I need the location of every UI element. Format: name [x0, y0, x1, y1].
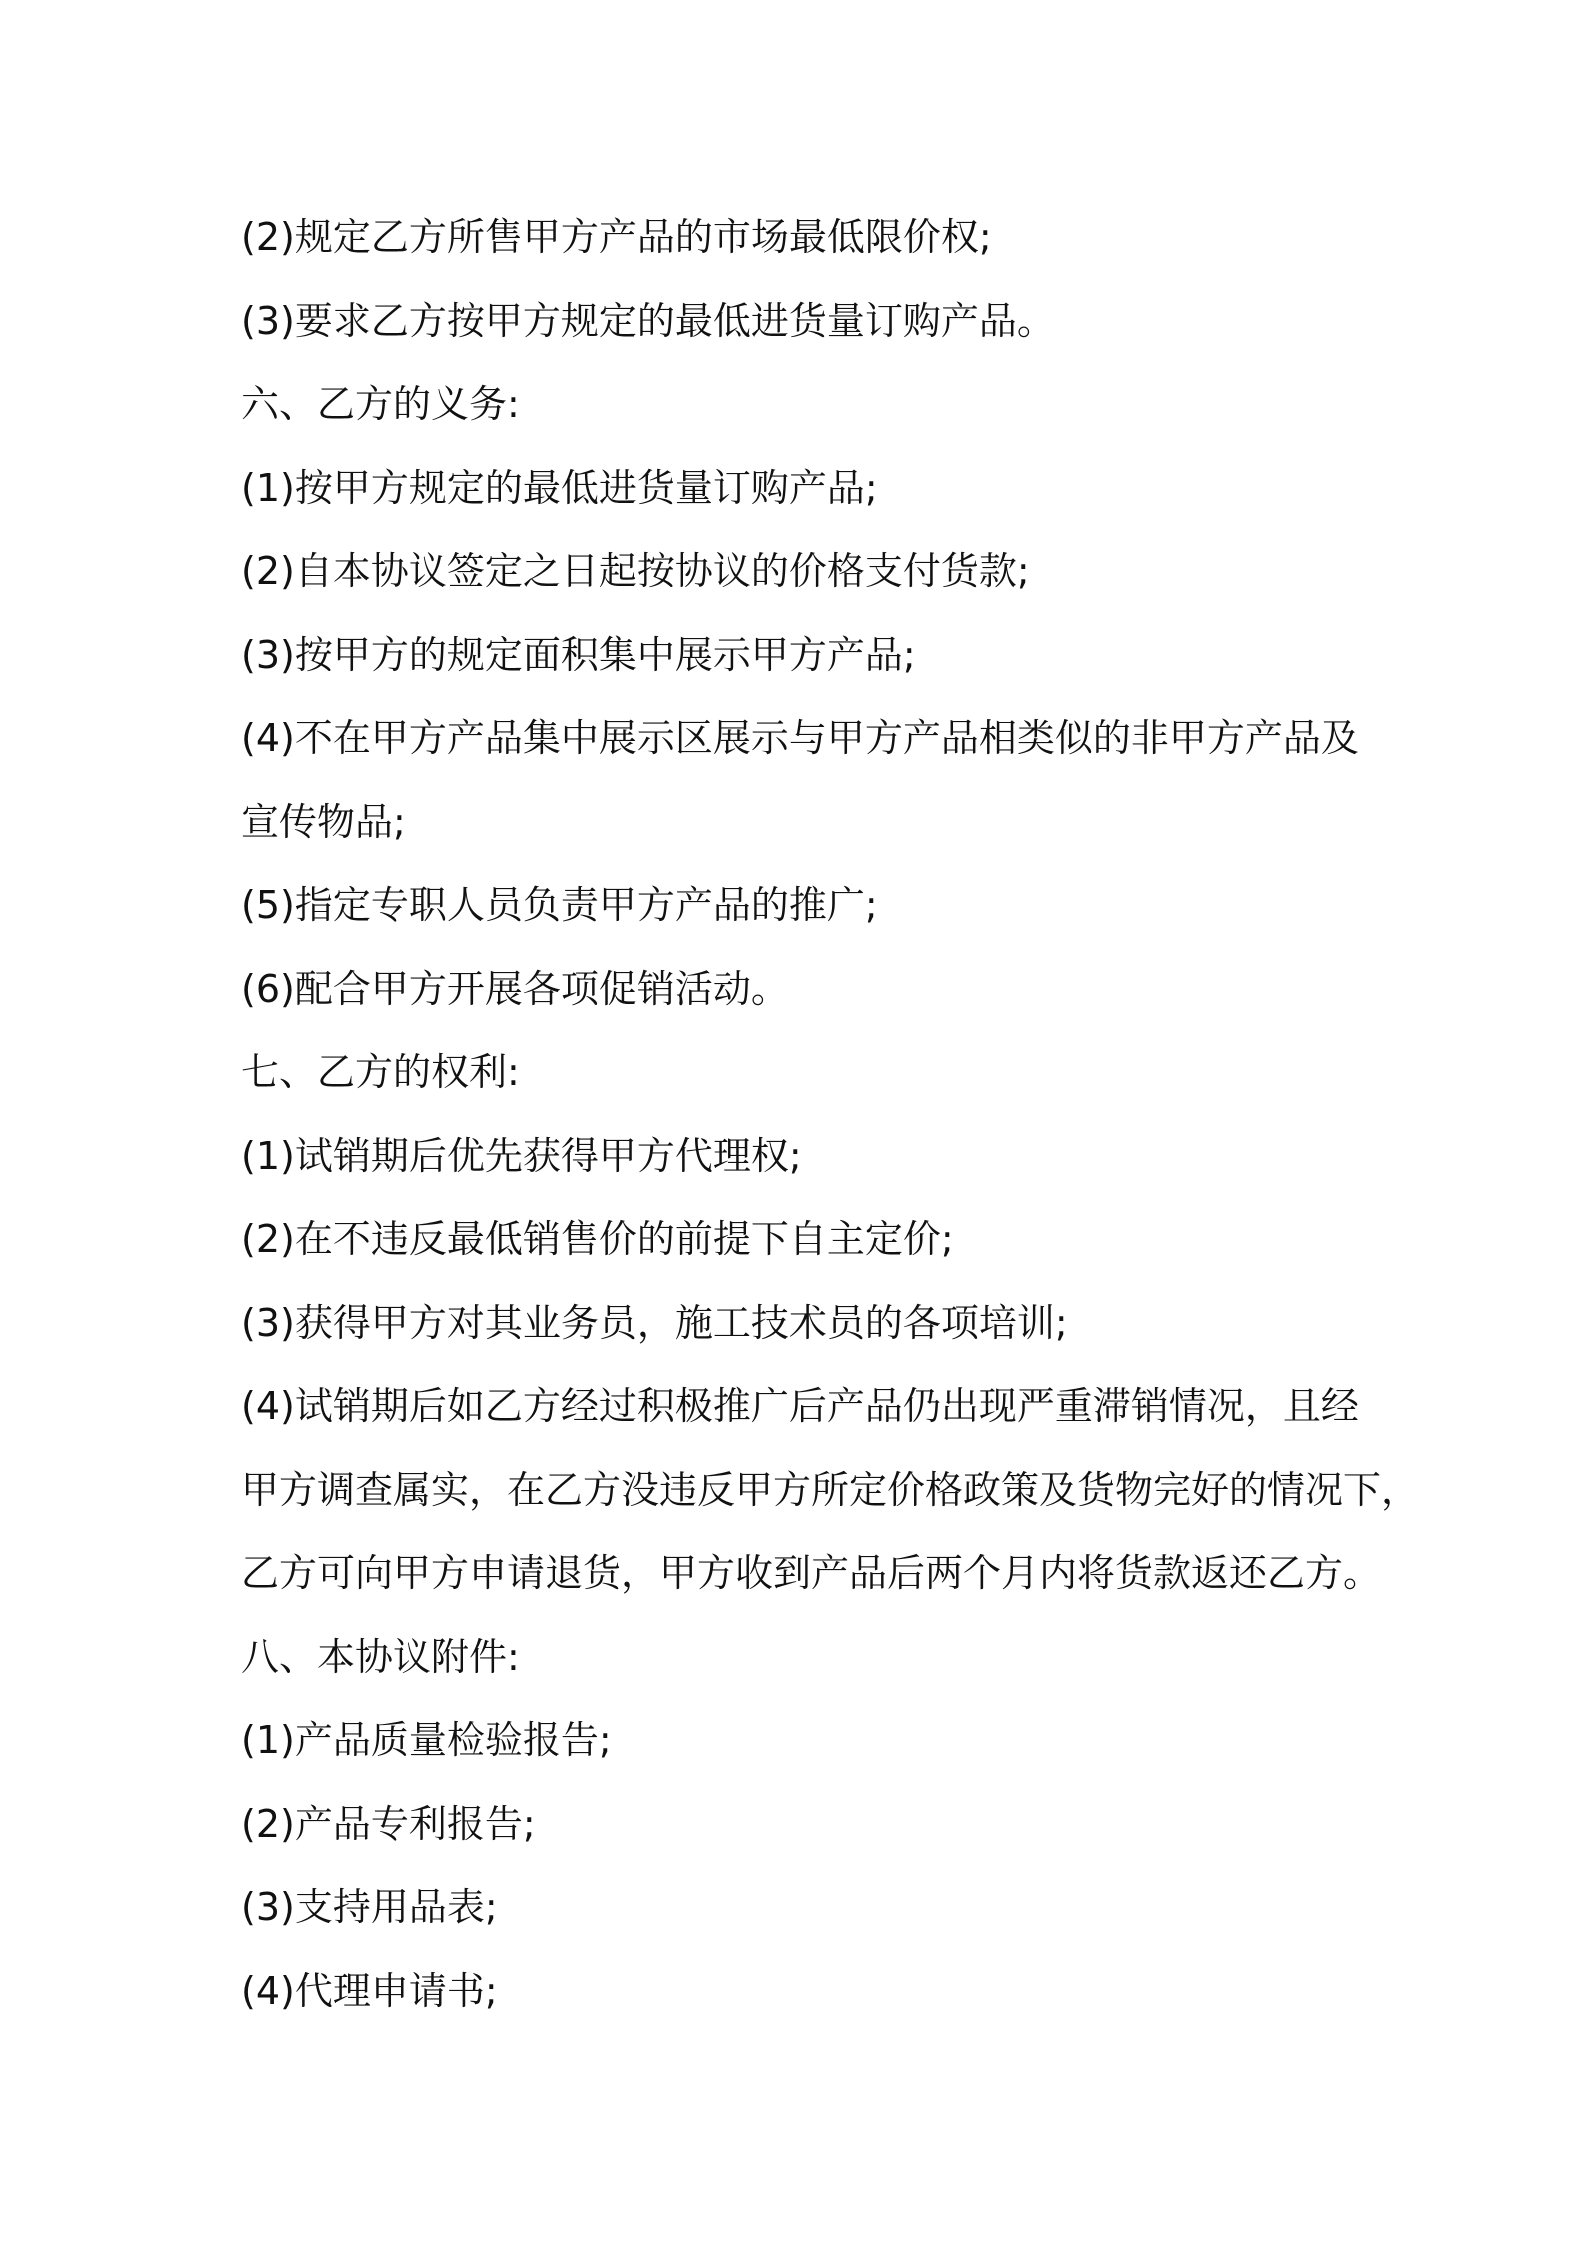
section-heading: 八、本协议附件:	[241, 1634, 520, 1679]
text-line: (4)代理申请书;	[241, 1968, 498, 2013]
document-body	[241, 196, 1420, 2033]
text-line: (3)要求乙方按甲方规定的最低进货量订购产品。	[241, 298, 1055, 343]
text-line: (3)获得甲方对其业务员，施工技术员的各项培训;	[241, 1300, 1068, 1345]
text-line: (5)指定专职人员负责甲方产品的推广;	[241, 883, 878, 927]
text-line: (3)支持用品表;	[241, 1885, 498, 1929]
section-heading: 六、乙方的义务:	[241, 382, 520, 426]
text-line: (1)产品质量检验报告;	[241, 1718, 612, 1762]
text-line: (2)在不违反最低销售价的前提下自主定价;	[241, 1217, 954, 1261]
text-line: (1)按甲方规定的最低进货量订购产品;	[241, 465, 878, 510]
text-line: (1)试销期后优先获得甲方代理权;	[241, 1133, 802, 1178]
section-heading: 七、乙方的权利:	[241, 1050, 520, 1094]
text-line: (3)按甲方的规定面积集中展示甲方产品;	[241, 632, 916, 677]
text-line: (2)自本协议签定之日起按协议的价格支付货款;	[241, 549, 1030, 593]
text-line: (2)规定乙方所售甲方产品的市场最低限价权;	[241, 215, 992, 259]
text-line: (6)配合甲方开展各项促销活动。	[241, 966, 789, 1011]
text-line: (4)试销期后如乙方经过积极推广后产品仍出现严重滞销情况，且经	[241, 1384, 1359, 1428]
text-line: 宣传物品;	[241, 799, 406, 844]
text-line: 乙方可向甲方申请退货，甲方收到产品后两个月内将货款返还乙方。	[241, 1551, 1382, 1595]
text-line: (2)产品专利报告;	[241, 1801, 536, 1846]
text-line: 甲方调查属实，在乙方没违反甲方所定价格政策及货物完好的情况下，	[241, 1467, 1420, 1512]
text-line: (4)不在甲方产品集中展示区展示与甲方产品相类似的非甲方产品及	[241, 716, 1359, 760]
